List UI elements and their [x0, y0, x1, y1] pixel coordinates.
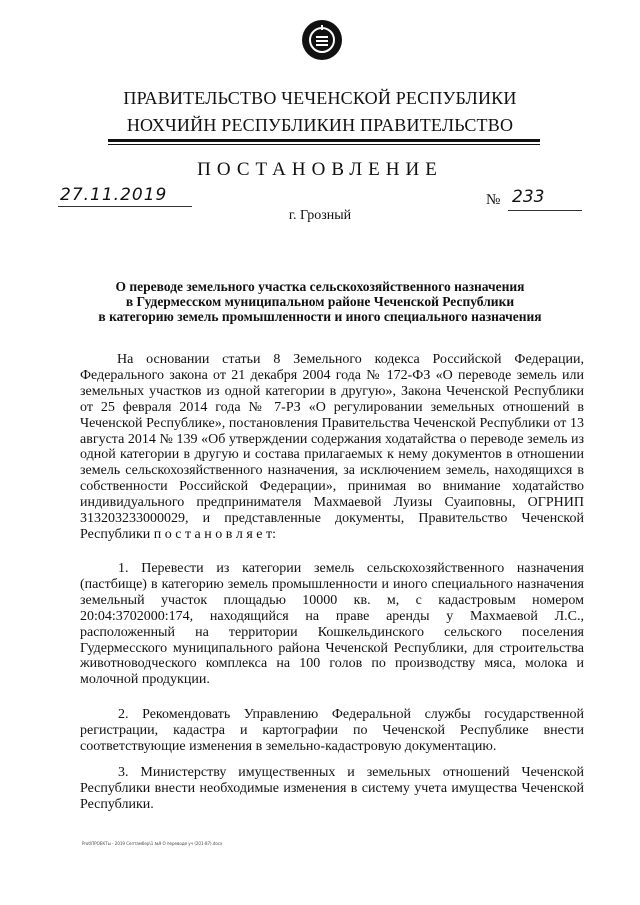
item-3-paragraph: 3. Министерству имущественных и земельных отношений Чеченской Республики внести необходимые изменения в систему учета имущества Чеченской Республики. [80, 765, 584, 812]
city: г. Грозный [288, 208, 352, 223]
file-reference: Prot\ПРОЕКТы - 2019 Септамбер\1 №9 О переводе уч (201-87).docx [82, 841, 223, 846]
preamble-paragraph: На основании статьи 8 Земельного кодекса Российской Федерации, Федерального закона от 21 декабря 2004 года № 172-ФЗ «О переводе земель или земельных участков из одной категории в другую», Закона Чеченской Республики от 25 февраля 2014 года № 7-РЗ «О регулировании земельных отношений в Чеченской Республике», постановления Правительства Чеченской Республики от 13 августа 2014 № 139 «Об утверждении содержания ходатайства о переводе земель из одной категории в другую и состава прилагаемых к нему документов в отношении земель сельскохозяйственного назначения, за исключением земель, находящихся в собственности Российской Федерации», принимая во внимание ходатайство индивидуального предпринимателя Махмаевой Луизы Суаиповны, ОГРНИП 313203233000029, и представленные документы, Правительство Чеченской Республики п о с т а н о в л я е т: [80, 352, 584, 542]
decree-number: 233 [512, 187, 545, 207]
coat-of-arms-icon [301, 19, 343, 61]
number-label: № [486, 192, 501, 208]
item-1-paragraph: 1. Перевести из категории земель сельскохозяйственного назначения (пастбище) в категорию земель промышленности и иного специального назначения земельный участок площадью 10000 кв. м, с кадастровым номером 20:04:3702000:174, находящийся на праве аренды у Махмаевой Л.С., расположенный на территории Кошкельдинского сельского поселения Гудермесского муниципального района Чеченской Республики, для строительства животноводческого комплекса на 100 голов по производству мяса, молока и молочной продукции. [80, 561, 584, 688]
government-name-ru: ПРАВИТЕЛЬСТВО ЧЕЧЕНСКОЙ РЕСПУБЛИКИ [123, 88, 517, 108]
title-line: О переводе земельного участка сельскохозяйственного назначения [115, 279, 525, 294]
government-name-ce: НОХЧИЙН РЕСПУБЛИКИН ПРАВИТЕЛЬСТВО [126, 115, 514, 135]
title-line: в Гудермесском муниципальном районе Чеченской Республики [125, 294, 515, 309]
decree-date: 27.11.2019 [60, 185, 168, 205]
document-type: ПОСТАНОВЛЕНИЕ [197, 159, 443, 180]
header-rule-thick [108, 139, 540, 142]
date-underline [58, 206, 192, 207]
title-line: в категорию земель промышленности и иного специального назначения [98, 309, 542, 324]
header-rule-thin [108, 144, 540, 145]
item-2-paragraph: 2. Рекомендовать Управлению Федеральной службы государственной регистрации, кадастра и картографии по Чеченской Республике внести соответствующие изменения в земельно-кадастровую документацию. [80, 707, 584, 754]
